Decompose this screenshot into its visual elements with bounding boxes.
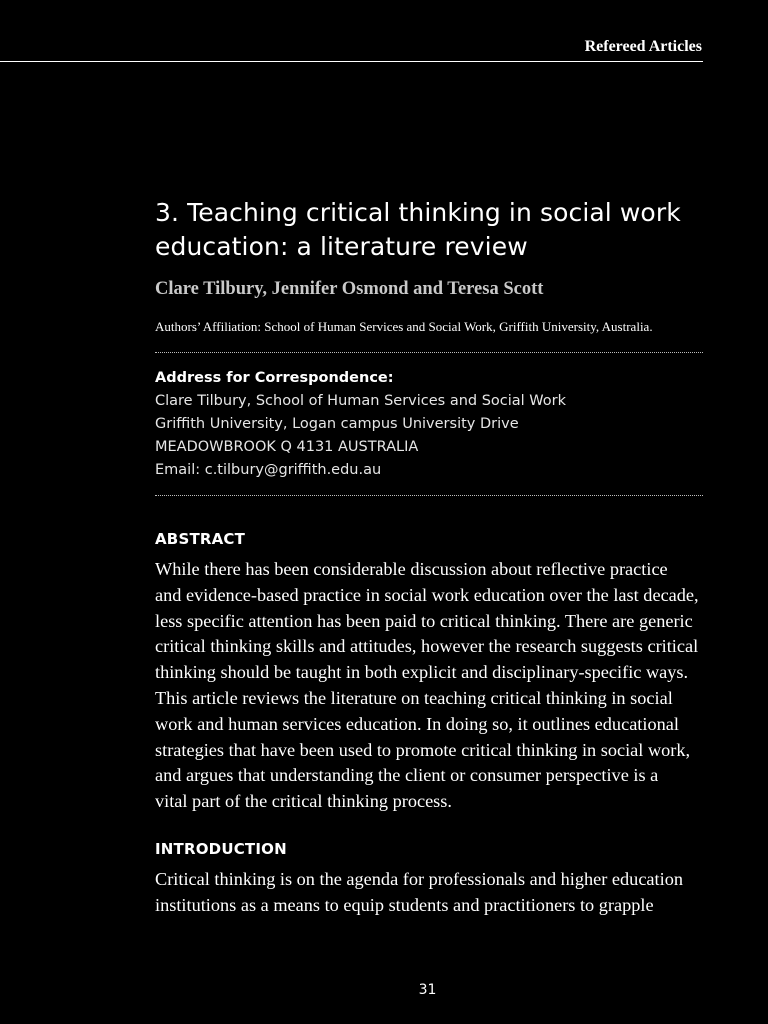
correspondence-line: Clare Tilbury, School of Human Services and Social Work [155, 393, 567, 409]
header-rule [0, 61, 703, 62]
abstract-line: and argues that understanding the client or consumer perspective is a [155, 765, 659, 786]
introduction-line: Critical thinking is on the agenda for professionals and higher education [155, 868, 683, 889]
abstract-line: This article reviews the literature on teaching critical thinking in social [155, 687, 673, 708]
dotted-divider [155, 495, 703, 496]
correspondence-email: Email: c.tilbury@griffith.edu.au [155, 462, 382, 478]
abstract-text [155, 557, 703, 815]
article-title [155, 196, 703, 264]
abstract-line: While there has been considerable discussion about reflective practice [155, 559, 668, 579]
abstract-line: thinking should be taught in both explicit and disciplinary-specific ways. [155, 662, 689, 683]
introduction-heading: INTRODUCTION [155, 839, 287, 858]
page-number: 31 [418, 982, 437, 998]
article-content [155, 196, 703, 919]
correspondence-label: Address for Correspondence: [155, 370, 394, 386]
abstract-line: critical thinking skills and attitudes, however the research suggests critical [155, 636, 699, 657]
abstract-line: vital part of the critical thinking process. [155, 791, 452, 812]
authors: Clare Tilbury, Jennifer Osmond and Teresa Scott [155, 279, 544, 299]
correspondence-line: MEADOWBROOK Q 4131 AUSTRALIA [155, 439, 419, 455]
correspondence-line: Griffith University, Logan campus University Drive [155, 416, 519, 432]
abstract-line: less specific attention has been paid to critical thinking. There are generic [155, 610, 693, 631]
affiliation: Authors’ Affiliation: School of Human Services and Social Work, Griffith University, Australia. [155, 319, 653, 334]
abstract-line: strategies that have been used to promote critical thinking in social work, [155, 739, 691, 760]
running-head: Refereed Articles [584, 38, 702, 55]
correspondence-block [155, 367, 703, 482]
dotted-divider [155, 352, 703, 353]
introduction-line: institutions as a means to equip students and practitioners to grapple [155, 894, 654, 915]
abstract-heading: ABSTRACT [155, 530, 246, 548]
title-line: 3. Teaching critical thinking in social work [155, 198, 681, 227]
title-line: education: a literature review [155, 232, 528, 261]
abstract-line: work and human services education. In doing so, it outlines educational [155, 713, 679, 734]
abstract-line: and evidence-based practice in social work education over the last decade, [155, 584, 699, 605]
introduction-text [155, 867, 703, 919]
